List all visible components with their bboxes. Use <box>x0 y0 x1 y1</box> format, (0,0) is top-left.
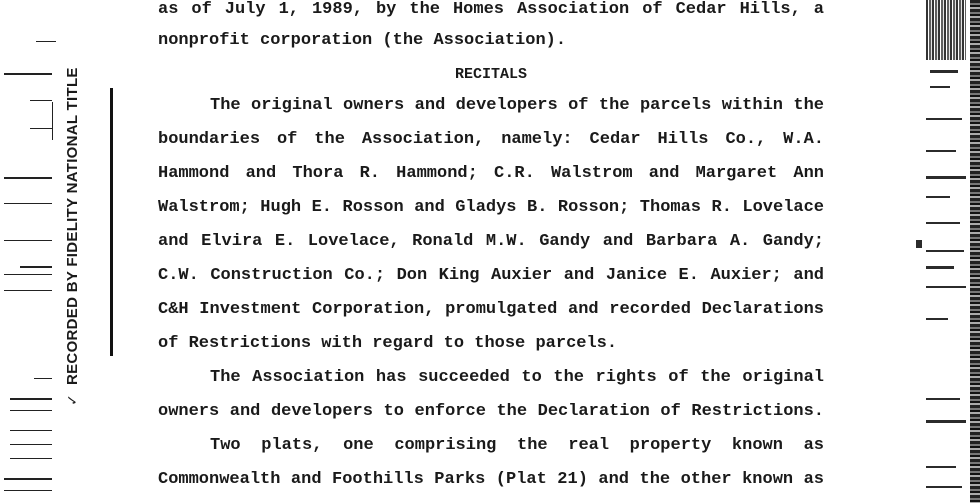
scan-artifact <box>926 250 964 252</box>
text-line: and Elvira E. Lovelace, Ronald M.W. Gandy and Barbara A. Gandy; <box>158 232 824 251</box>
text-line: Commonwealth and Foothills Parks (Plat 21) and the other known as <box>158 470 824 489</box>
margin-mark <box>4 177 52 179</box>
text-line: nonprofit corporation (the Association). <box>158 31 567 50</box>
scan-artifact <box>926 398 960 400</box>
scan-artifact <box>926 420 966 423</box>
text-line: Two plats, one comprising the real property known as <box>210 436 824 455</box>
scan-edge <box>970 0 980 503</box>
check-mark-icon: ✓ <box>64 394 81 406</box>
scan-artifact <box>930 86 950 88</box>
text-line: boundaries of the Association, namely: Cedar Hills Co., W.A. <box>158 130 824 149</box>
margin-mark <box>4 274 52 275</box>
text-line: of Restrictions with regard to those parcels. <box>158 334 618 353</box>
recording-stamp: RECORDED BY FIDELITY NATIONAL TITLE <box>64 67 81 385</box>
scan-artifact <box>926 118 962 120</box>
margin-mark <box>4 240 52 241</box>
text-line: Walstrom; Hugh E. Rosson and Gladys B. Rosson; Thomas R. Lovelace <box>158 198 824 217</box>
scan-artifact <box>926 266 954 269</box>
stamp-bar <box>110 88 113 356</box>
scan-artifact <box>926 0 966 60</box>
margin-mark <box>10 430 52 431</box>
margin-mark <box>10 398 52 400</box>
text-line: C&H Investment Corporation, promulgated and recorded Declarations <box>158 300 824 319</box>
scan-artifact <box>926 486 962 488</box>
scan-artifact <box>926 176 966 179</box>
scan-artifact <box>916 240 922 248</box>
scan-artifact <box>926 222 960 224</box>
margin-mark <box>4 478 52 480</box>
scan-artifact <box>926 196 950 198</box>
margin-mark <box>4 203 52 204</box>
margin-mark <box>20 266 52 268</box>
text-line: Hammond and Thora R. Hammond; C.R. Walstrom and Margaret Ann <box>158 164 824 183</box>
margin-mark <box>30 128 52 129</box>
text-line: owners and developers to enforce the Declaration of Restrictions. <box>158 402 824 421</box>
scan-artifact <box>926 150 956 152</box>
section-heading: RECITALS <box>454 66 527 83</box>
margin-mark <box>4 73 52 75</box>
margin-mark <box>4 290 52 291</box>
text-line: C.W. Construction Co.; Don King Auxier and Janice E. Auxier; and <box>158 266 824 285</box>
text-line: The original owners and developers of the parcels within the <box>210 96 824 115</box>
scan-artifact <box>926 466 956 468</box>
margin-mark <box>4 490 52 491</box>
scan-artifact <box>926 318 948 320</box>
margin-mark <box>10 458 52 459</box>
margin-mark <box>36 41 56 42</box>
margin-mark <box>10 410 52 411</box>
margin-mark <box>52 102 53 140</box>
margin-mark <box>34 378 52 379</box>
scan-artifact <box>930 70 958 73</box>
text-line: The Association has succeeded to the rights of the original <box>210 368 824 387</box>
scan-artifact <box>926 286 966 288</box>
text-line: as of July 1, 1989, by the Homes Association of Cedar Hills, a <box>158 0 824 19</box>
margin-mark <box>10 444 52 445</box>
margin-mark <box>30 100 52 101</box>
